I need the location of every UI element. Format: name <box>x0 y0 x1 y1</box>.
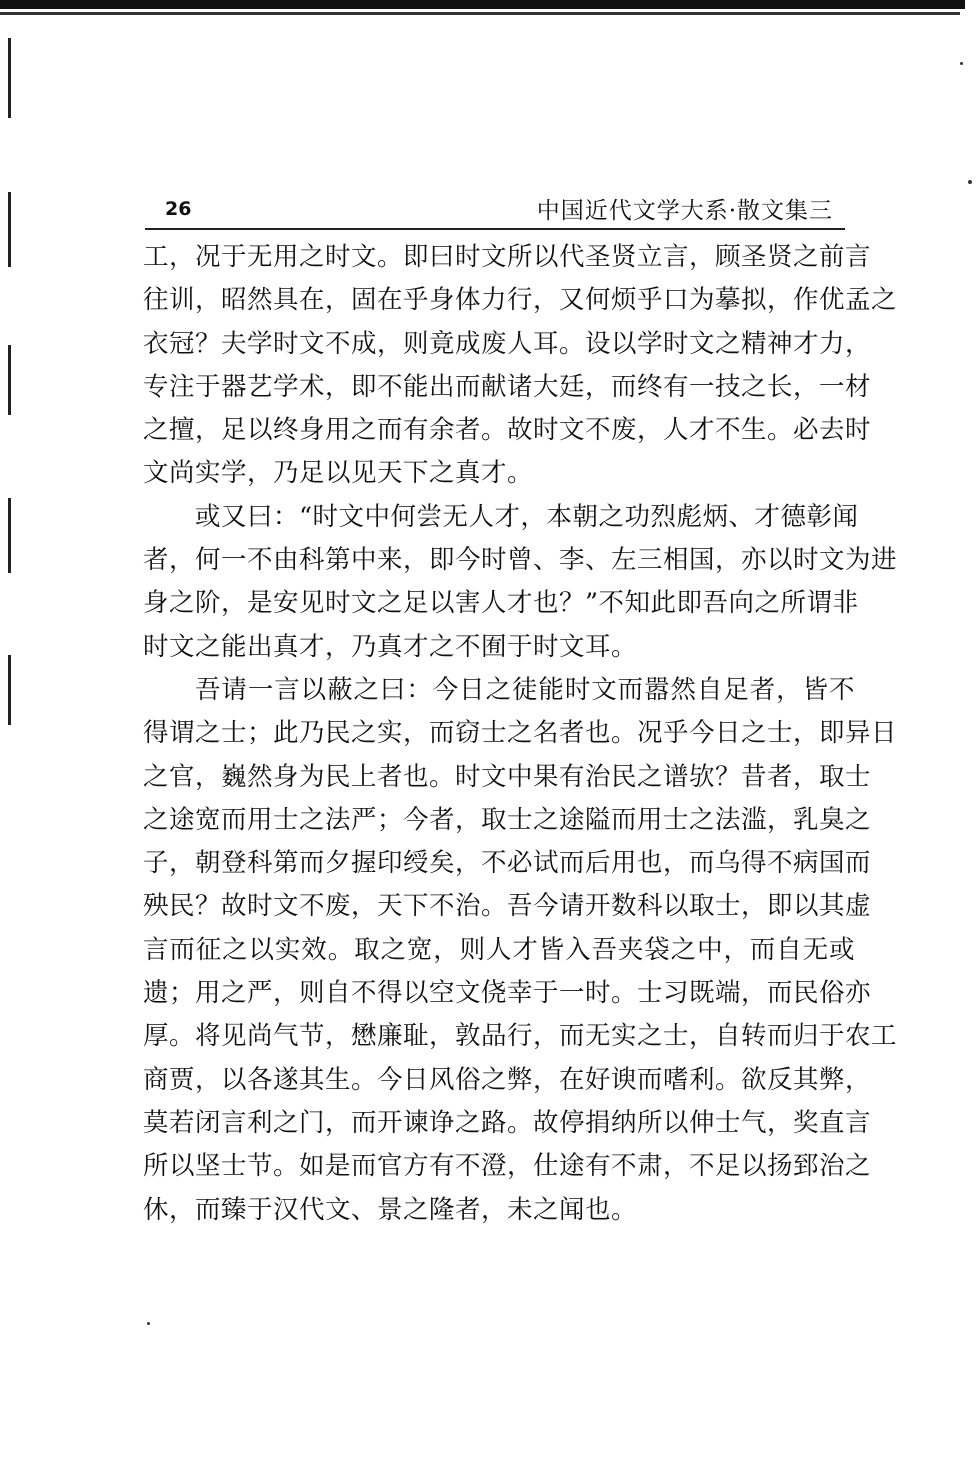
scan-speck <box>968 180 972 184</box>
text-line: 之途宽而用士之法严；今者，取士之途隘而用士之法滥，乳臭之 <box>143 804 872 835</box>
scan-top-line <box>0 12 960 15</box>
scan-speck <box>147 1322 150 1325</box>
text-line: 得谓之士；此乃民之实，而窃士之名者也。况乎今日之士，即异日 <box>143 718 898 749</box>
body-text <box>143 236 898 1232</box>
text-line: 身之阶，是安见时文之足以害人才也？”不知此即吾向之所谓非 <box>143 588 859 619</box>
text-line: 言而征之以实效。取之宽，则人才皆入吾夹袋之中，而自无或 <box>143 934 855 965</box>
text-line: 殃民？故时文不废，天下不治。吾今请开数科以取士，即以其虚 <box>143 891 872 922</box>
text-line: 莫若闭言利之门，而开谏诤之路。故停捐纳所以伸士气，奖直言 <box>143 1107 872 1138</box>
paragraph <box>143 496 898 669</box>
scan-margin-mark <box>8 192 11 267</box>
text-line: 之官，巍然身为民上者也。时文中果有治民之谱欤？昔者，取士 <box>143 761 872 792</box>
text-line: 所以坚士节。如是而官方有不澄，仕途有不肃，不足以扬郅治之 <box>143 1151 872 1182</box>
text-line: 或又曰：“时文中何尝无人才，本朝之功烈彪炳、才德彰闻 <box>195 501 859 532</box>
text-line: 休，而臻于汉代文、景之隆者，未之闻也。 <box>143 1194 638 1225</box>
text-line: 厚。将见尚气节，懋廉耻，敦品行，而无实之士，自转而归于农工 <box>143 1021 898 1052</box>
text-line: 专注于器艺学术，即不能出而献诸大廷，而终有一技之长，一材 <box>143 371 872 402</box>
text-line: 往训，昭然具在，固在乎身体力行，又何烦乎口为摹拟，作优孟之 <box>143 285 898 316</box>
text-line: 者，何一不由科第中来，即今时曾、李、左三相国，亦以时文为进 <box>143 545 898 576</box>
scan-margin-mark <box>8 655 11 725</box>
text-line: 文尚实学，乃足以见天下之真才。 <box>143 458 534 489</box>
scan-top-border <box>0 0 965 9</box>
scan-speck <box>960 62 963 65</box>
running-title: 中国近代文学大系·散文集三 <box>536 198 833 224</box>
header-rule <box>145 228 845 230</box>
scan-margin-mark <box>8 498 11 573</box>
text-line: 衣冠？夫学时文不成，则竟成废人耳。设以学时文之精神才力， <box>143 328 872 359</box>
page-number: 26 <box>165 198 192 220</box>
text-line: 遗；用之严，则自不得以空文侥幸于一时。士习既端，而民俗亦 <box>143 978 872 1009</box>
paragraph <box>143 669 898 1232</box>
scan-margin-mark <box>8 345 11 415</box>
text-line: 吾请一言以蔽之曰：今日之徒能时文而嚣然自足者，皆不 <box>195 674 855 705</box>
paragraph <box>143 236 898 496</box>
text-line: 商贾，以各遂其生。今日风俗之弊，在好谀而嗜利。欲反其弊， <box>143 1064 872 1095</box>
page-header <box>145 190 845 230</box>
text-line: 之擅，足以终身用之而有余者。故时文不废，人才不生。必去时 <box>143 415 872 446</box>
scan-margin-mark <box>8 38 11 118</box>
text-line: 工，况于无用之时文。即曰时文所以代圣贤立言，顾圣贤之前言 <box>143 242 872 272</box>
text-line: 时文之能出真才，乃真才之不囿于时文耳。 <box>143 631 638 662</box>
text-line: 子，朝登科第而夕握印绶矣，不必试而后用也，而乌得不病国而 <box>143 848 872 879</box>
